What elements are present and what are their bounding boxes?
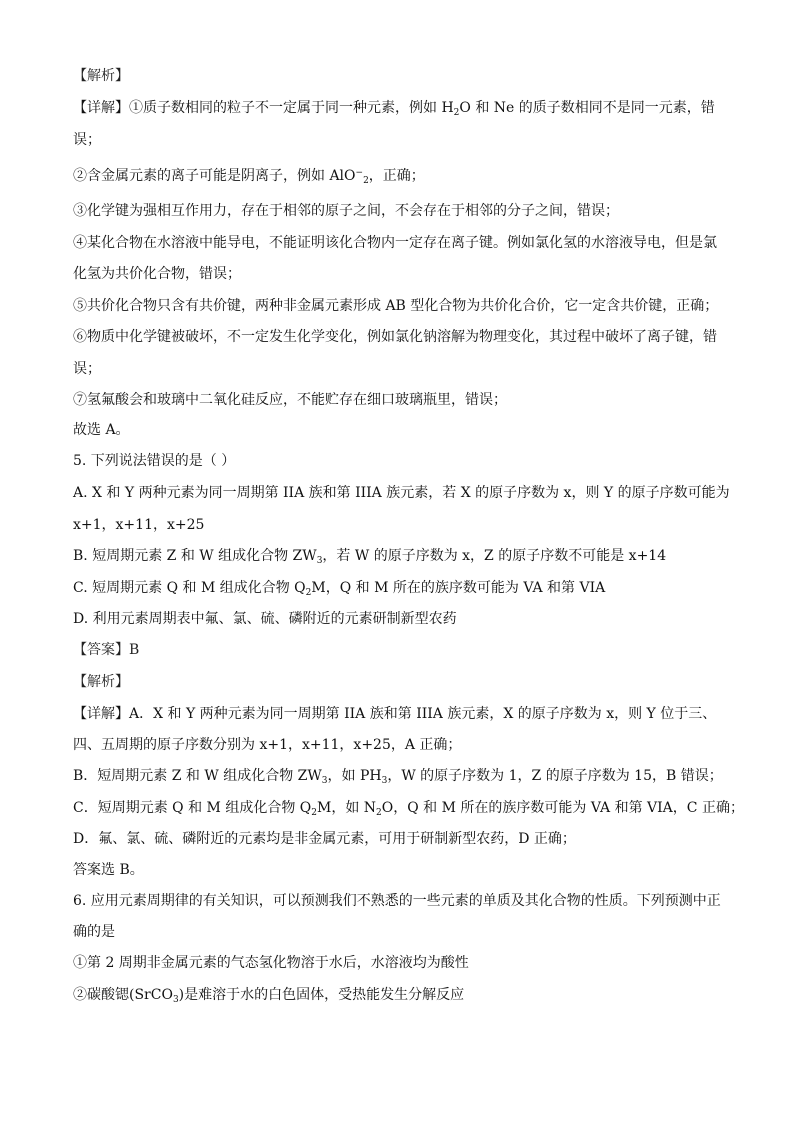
q6-stem-cont: 确的是 bbox=[73, 924, 115, 940]
q5-detail-a-cont: 四、五周期的原子序数分别为 x+1，x+11，x+25，A 正确； bbox=[73, 737, 462, 753]
detail-line-5: ⑤共价化合物只含有共价键，两种非金属元素形成 AB 型化合物为共价化合价，它一定含共价键，正确； bbox=[73, 298, 719, 314]
detail-tag: 【详解】 bbox=[73, 100, 129, 116]
q5-detail-d: D．氟、氯、硫、磷附近的元素均是非金属元素，可用于研制新型农药，D 正确； bbox=[73, 831, 576, 847]
detail-line-3: ③化学键为强相互作用力，存在于相邻的原子之间，不会存在于相邻的分子之间，错误； bbox=[73, 203, 619, 219]
detail-line-4a: ④某化合物在水溶液中能导电，不能证明该化合物内一定存在离子键。例如氯化氢的水溶液导电，但是氯 bbox=[73, 235, 717, 251]
q6-item-2: ②碳酸锶(SrCO$_3$)是难溶于水的白色固体，受热能发生分解反应 bbox=[73, 987, 465, 1005]
analysis-tag: 【解析】 bbox=[73, 68, 129, 84]
aluminate-ion-charge: −$_2$ bbox=[355, 168, 369, 186]
q6-stem: 6. 应用元素周期律的有关知识，可以预测我们不熟悉的一些元素的单质及其化合物的性质。下列预测中正 bbox=[73, 893, 721, 909]
detail-tag: 【详解】 bbox=[73, 706, 129, 722]
q5-stem: 5. 下列说法错误的是（ ） bbox=[73, 453, 236, 469]
detail-line-2: ②含金属元素的离子可能是阴离子，例如 AlO−$_2$，正确； bbox=[73, 168, 425, 186]
q5-option-b: B. 短周期元素 Z 和 W 组成化合物 $ZW_3$，若 W 的原子序数为 x，Z 的原子序数不可能是 x+14 bbox=[73, 548, 667, 566]
q5-option-d: D. 利用元素周期表中氟、氯、硫、磷附近的元素研制新型农药 bbox=[73, 611, 457, 627]
q6-item-1: ①第 2 周期非金属元素的气态氢化物溶于水后，水溶液均为酸性 bbox=[73, 955, 469, 971]
detail-line-1: 【详解】①质子数相同的粒子不一定属于同一种元素，例如 $H_2O$ 和 Ne 的质子数相同不是同一元素，错 bbox=[73, 100, 715, 118]
detail-line-6b: 误； bbox=[73, 361, 101, 377]
detail-line-1b: 误； bbox=[73, 132, 101, 148]
q5-detail-c: C．短周期元素 Q 和 M 组成化合物 $Q_2M$，如 $N_2O$，Q 和 M 所在的族序数可能为 VA 和第 VIA，C 正确； bbox=[73, 800, 744, 818]
detail-line-7: ⑦氢氟酸会和玻璃中二氧化硅反应，不能贮存在细口玻璃瓶里，错误； bbox=[73, 392, 507, 408]
answer-tag: 【答案】B bbox=[73, 642, 140, 658]
q5-conclusion: 答案选 B。 bbox=[73, 862, 144, 878]
detail-line-6a: ⑥物质中化学键被破坏，不一定发生化学变化，例如氯化钠溶解为物理变化，其过程中破坏了离子键，错 bbox=[73, 329, 717, 345]
detail-line-4b: 化氢为共价化合物，错误； bbox=[73, 266, 241, 282]
analysis-tag: 【解析】 bbox=[73, 674, 129, 690]
q5-option-c: C. 短周期元素 Q 和 M 组成化合物 $Q_2M$，Q 和 M 所在的族序数可能为 VA 和第 VIA bbox=[73, 580, 606, 598]
q5-detail-b: B．短周期元素 Z 和 W 组成化合物 $ZW_3$，如 $PH_3$，W 的原子序数为 1，Z 的原子序数为 15，B 错误； bbox=[73, 768, 723, 786]
q4-conclusion: 故选 A。 bbox=[73, 422, 130, 438]
q5-option-a: A. X 和 Y 两种元素为同一周期第 IIA 族和第 IIIA 族元素，若 X 的原子序数为 x，则 Y 的原子序数可能为 bbox=[73, 485, 730, 501]
q5-detail-a: 【详解】A．X 和 Y 两种元素为同一周期第 IIA 族和第 IIIA 族元素，X 的原子序数为 x，则 Y 位于三、 bbox=[73, 706, 717, 722]
q5-option-a-cont: x+1，x+11，x+25 bbox=[73, 517, 205, 533]
